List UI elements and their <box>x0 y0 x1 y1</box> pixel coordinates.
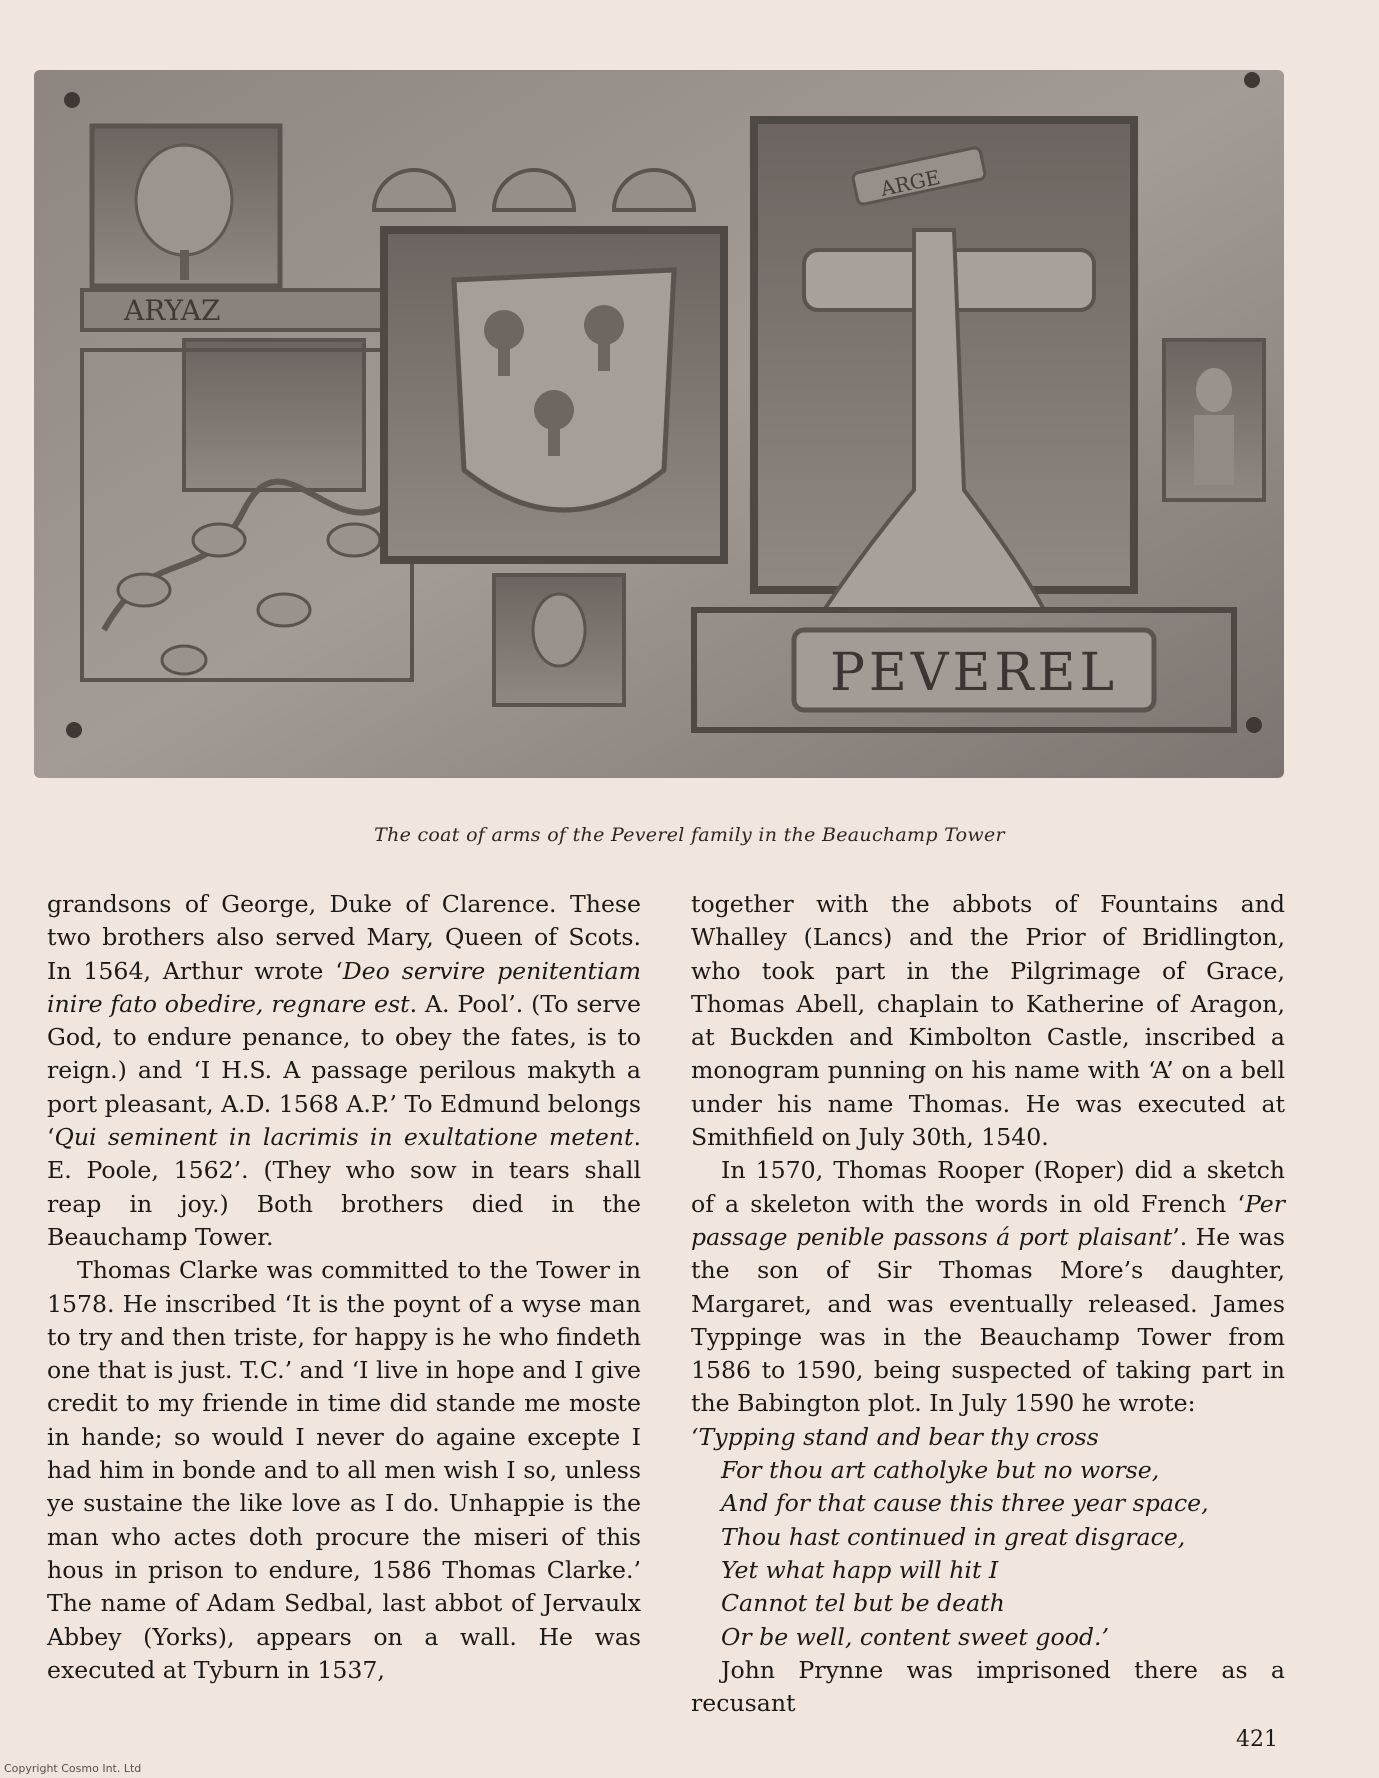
verse-line: Cannot tel but be death <box>721 1589 1005 1618</box>
left-paragraph-2: Thomas Clarke was committed to the Tower in 1578. He inscribed ‘It is the poynt of a wyse man to try and then triste, for happy is he who findeth one that is just. T.C.’ and ‘I live in hope and I give credit to my friende in time did stande me moste in hande; so would I never do againe excepte I had him in bonde and to all men wish I so, unless ye sustaine the like love as I do. Unhappie is the man who actes doth procure the miseri of this hous in prison to endure, 1586 Thomas Clarke.’ The name of Adam Sedbal, last abbot of Jervaulx Abbey (Yorks), appears on a wall. He was executed at Tyburn in 1537, <box>47 1256 641 1684</box>
left-paragraph-1 <box>47 888 641 1254</box>
page-number: 421 <box>1236 1727 1278 1752</box>
coat-of-arms-photo <box>34 70 1284 778</box>
text-run: . E. Poole, 1562’. (They who sow in tears shall reap in joy.) Both brothers died in the Beauchamp Tower. <box>47 1123 641 1251</box>
text-run: In 1570, Thomas Rooper (Roper) did a sketch of a skeleton with the words in old French ‘ <box>691 1156 1285 1218</box>
latin-quote: Qui seminent in lacrimis in exultatione metent <box>54 1123 634 1152</box>
verse-line: Or be well, content sweet good.’ <box>721 1622 1109 1651</box>
stone-panel-illustration <box>34 70 1284 778</box>
shield-carving <box>454 270 674 510</box>
right-column <box>691 888 1285 1720</box>
text-run: grandsons of George, Duke of Clarence. These two brothers also served Mary, Queen of Scots. In 1564, Arthur wrote ‘ <box>47 890 641 985</box>
verse-line: Yet what happ will hit I <box>721 1555 999 1584</box>
french-quote: Per passage penible passons á port plaisant <box>691 1189 1285 1251</box>
scroll-inscription: ARGE <box>878 164 943 201</box>
latin-quote: Deo servire penitentiam inire fato obedire, regnare est <box>47 956 641 1018</box>
right-paragraph-2 <box>691 1154 1285 1420</box>
typpinge-verse <box>691 1421 1285 1654</box>
text-run: ’. He was the son of Sir Thomas More’s daughter, Margaret, and was eventually released. James Typpinge was in the Beauchamp Tower from 1586 to 1590, being suspected of taking part in the Babington plot. In July 1590 he wrote: <box>691 1222 1285 1418</box>
right-paragraph-1: together with the abbots of Fountains and Whalley (Lancs) and the Prior of Bridlington, who took part in the Pilgrimage of Grace, Thomas Abell, chaplain to Katherine of Aragon, at Buckden and Kimbolton Castle, inscribed a monogram punning on his name with ‘A’ on a bell under his name Thomas. He was executed at Smithfield on July 30th, 1540. <box>691 890 1285 1152</box>
right-paragraph-3: John Prynne was imprisoned there as a recusant <box>691 1655 1285 1718</box>
verse-line: ‘Typping stand and bear thy cross <box>691 1422 1099 1451</box>
verse-line: For thou art catholyke but no worse, <box>721 1456 1160 1485</box>
copyright-notice: Copyright Cosmo Int. Ltd <box>4 1762 142 1775</box>
verse-line: Thou hast continued in great disgrace, <box>721 1522 1186 1551</box>
left-column <box>47 888 641 1687</box>
photo-caption: The coat of arms of the Peverel family in the Beauchamp Tower <box>374 824 1005 846</box>
peverel-inscription: PEVEREL <box>829 643 1119 703</box>
verse-line: And for that cause this three year space, <box>721 1489 1209 1518</box>
aryaz-inscription: ARYAZ <box>124 294 221 327</box>
text-run: . A. Pool’. (To serve God, to endure penance, to obey the fates, is to reign.) and ‘I H.S. A passage perilous makyth a port pleasant, A.D. 1568 A.P.’ To Edmund belongs ‘ <box>47 989 641 1152</box>
